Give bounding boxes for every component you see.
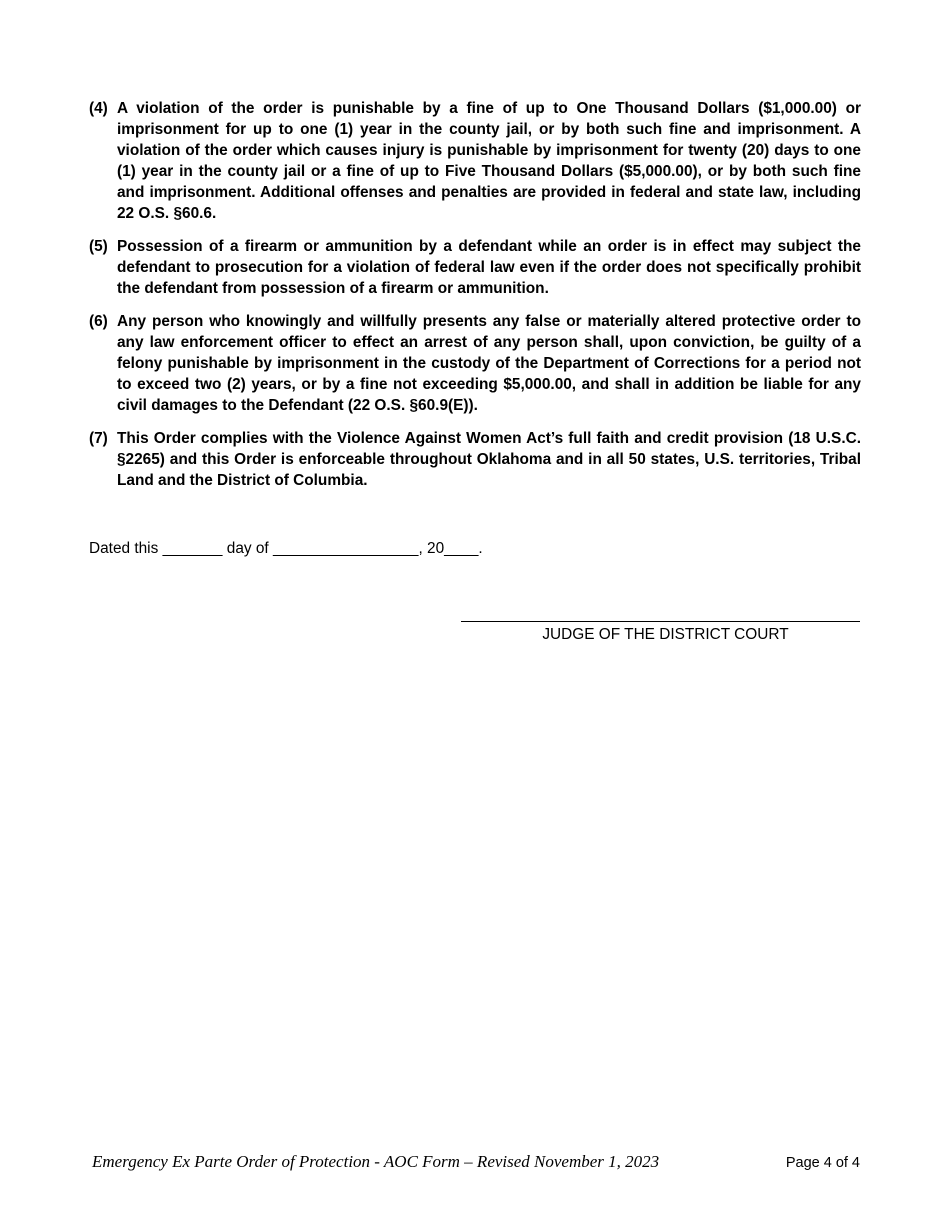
judge-signature-label: JUDGE OF THE DISTRICT COURT (542, 626, 789, 643)
provision-number: (4) (89, 100, 108, 117)
provision-text: Any person who knowingly and willfully presents any false or materially altered protective order to any law enforcement officer to effect an arrest of any person shall, upon conviction, be guilty of a felony punishable by imprisonment in the custody of the Department of Corrections for a period not to exceed two (2) years, or by a fine not exceeding $5,000.00, and shall in addition be liable for any civil damages to the Defendant (22 O.S. §60.9(E)). (117, 313, 861, 414)
provisions-list (89, 98, 861, 503)
provision-text: Possession of a firearm or ammunition by a defendant while an order is in effect may subject the defendant to prosecution for a violation of federal law even if the order does not specifically prohibit the defendant from possession of a firearm or ammunition. (117, 238, 861, 297)
provision-number: (5) (89, 238, 108, 255)
footer-form-title: Emergency Ex Parte Order of Protection - AOC Form – Revised November 1, 2023 (92, 1152, 660, 1171)
dated-line: Dated this _______ day of _________________, 20____. (89, 540, 483, 557)
footer-page-number: Page 4 of 4 (785, 1155, 860, 1171)
provision-item (89, 236, 861, 299)
provision-item (89, 98, 861, 224)
provision-item (89, 428, 861, 491)
provision-number: (6) (89, 313, 108, 330)
judge-signature-line (461, 621, 860, 622)
provision-number: (7) (89, 430, 108, 447)
provision-item (89, 311, 861, 416)
provision-text: This Order complies with the Violence Against Women Act’s full faith and credit provision (18 U.S.C. §2265) and this Order is enforceable throughout Oklahoma and in all 50 states, U.S. territories, Tribal Land and the District of Columbia. (117, 430, 861, 489)
provision-text: A violation of the order is punishable by a fine of up to One Thousand Dollars ($1,000.00) or imprisonment for up to one (1) year in the county jail, or by both such fine and imprisonment. A violation of the order which causes injury is punishable by imprisonment for twenty (20) days to one (1) year in the county jail or a fine of up to Five Thousand Dollars ($5,000.00), or by both such fine and imprisonment. Additional offenses and penalties are provided in federal and state law, including 22 O.S. §60.6. (117, 100, 861, 222)
